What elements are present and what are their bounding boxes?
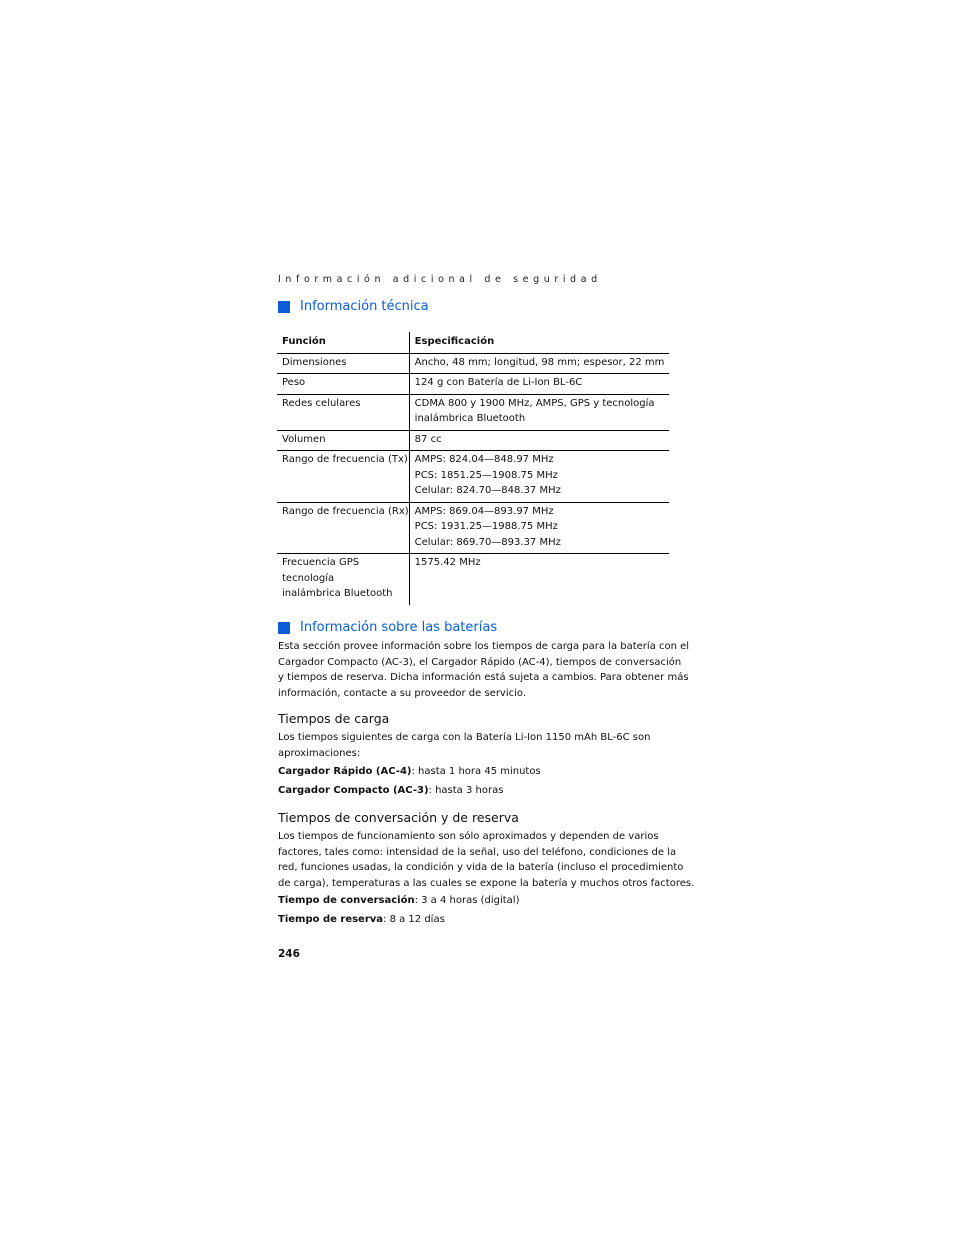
conversacion-paragraph (278, 829, 695, 891)
item-value: : hasta 3 horas (428, 785, 504, 796)
carga-item (278, 766, 541, 777)
item-label: Cargador Rápido (AC-4) (278, 766, 412, 777)
item-value: : hasta 1 hora 45 minutos (411, 766, 541, 777)
table-row (277, 451, 669, 503)
spec-line: CDMA 800 y 1900 MHz, AMPS, GPS y tecnología (414, 397, 655, 409)
section-title: Información técnica (300, 299, 429, 314)
function-cell: Redes celulares (277, 394, 409, 430)
item-value: : 3 a 4 horas (digital) (414, 895, 520, 906)
paragraph-line: Los tiempos de funcionamiento son sólo aproximados y dependen de varios (278, 831, 659, 842)
column-header: Función (277, 332, 409, 353)
spec-cell (409, 353, 669, 374)
section-heading-baterias (278, 620, 497, 635)
spec-cell (409, 502, 669, 554)
spec-cell (409, 554, 669, 605)
function-line: Frecuencia GPS (282, 557, 360, 568)
item-value: : 8 a 12 días (383, 914, 445, 925)
paragraph-line: red, funciones usadas, la condición y vida de la batería (incluso el procedimiento (278, 862, 684, 873)
section-title: Información sobre las baterías (300, 620, 498, 635)
item-label: Tiempo de reserva (278, 914, 384, 925)
paragraph-line: información, contacte a su proveedor de servicio. (278, 687, 527, 699)
paragraph-line: aproximaciones: (278, 747, 361, 759)
spec-cell (409, 451, 669, 503)
subheading-conversacion: Tiempos de conversación y de reserva (278, 810, 519, 825)
function-cell: Peso (277, 374, 409, 395)
function-cell: Rango de frecuencia (Rx) (277, 502, 409, 554)
function-cell: Volumen (277, 430, 409, 451)
spec-line: PCS: 1851.25—1908.75 MHz (414, 469, 558, 481)
table-row (277, 554, 669, 605)
paragraph-line: y tiempos de reserva. Dicha información está sujeta a cambios. Para obtener más (278, 672, 689, 683)
carga-item (278, 785, 503, 796)
conversacion-item (278, 914, 445, 925)
spec-line: Ancho, 48 mm; longitud, 98 mm; espesor, 22 mm (414, 356, 665, 368)
intro-paragraph (278, 639, 690, 701)
function-line: tecnología (282, 572, 335, 584)
function-line: inalámbrica Bluetooth (282, 588, 393, 599)
conversacion-item (278, 895, 519, 906)
blue-square-icon (278, 622, 290, 634)
spec-line: Celular: 869.70—893.37 MHz (414, 536, 561, 548)
spec-cell (409, 374, 669, 395)
running-header: Información adicional de seguridad (278, 274, 602, 285)
function-cell (277, 554, 409, 605)
table-row (277, 430, 669, 451)
paragraph-line: de carga), temperaturas a las cuales se expone la batería y muchos otros factores. (278, 877, 695, 889)
function-cell: Rango de frecuencia (Tx) (277, 451, 409, 503)
table-header-row (277, 332, 669, 353)
spec-line: Celular: 824.70—848.37 MHz (414, 485, 561, 496)
page-number: 246 (278, 948, 300, 960)
spec-line: 124 g con Batería de Li-Ion BL-6C (414, 377, 583, 388)
table-row (277, 374, 669, 395)
spec-line: 87 cc (414, 433, 442, 445)
spec-line: PCS: 1931.25—1988.75 MHz (414, 521, 558, 532)
spec-cell (409, 394, 669, 430)
paragraph-line: Cargador Compacto (AC-3), el Cargador Rápido (AC-4), tiempos de conversación (278, 656, 682, 668)
paragraph-line: Esta sección provee información sobre los tiempos de carga para la batería con el (278, 641, 690, 652)
blue-square-icon (278, 301, 290, 313)
table-row (277, 353, 669, 374)
paragraph-line: Los tiempos siguientes de carga con la Batería Li-Ion 1150 mAh BL-6C son (278, 732, 651, 743)
spec-cell (409, 430, 669, 451)
function-cell: Dimensiones (277, 353, 409, 374)
table-row (277, 502, 669, 554)
spec-line: AMPS: 824.04—848.97 MHz (414, 454, 554, 465)
item-label: Tiempo de conversación (278, 895, 415, 906)
item-label: Cargador Compacto (AC-3) (278, 785, 429, 796)
section-heading-tecnica (278, 299, 429, 314)
table-row (277, 394, 669, 430)
spec-table (277, 332, 669, 605)
carga-paragraph (278, 730, 670, 761)
subheading-carga: Tiempos de carga (278, 711, 390, 726)
paragraph-line: factores, tales como: intensidad de la señal, uso del teléfono, condiciones de la (278, 846, 677, 858)
column-header: Especificación (414, 336, 495, 347)
spec-line: AMPS: 869.04—893.97 MHz (414, 505, 554, 517)
spec-line: 1575.42 MHz (414, 557, 481, 568)
spec-line: inalámbrica Bluetooth (414, 413, 526, 424)
